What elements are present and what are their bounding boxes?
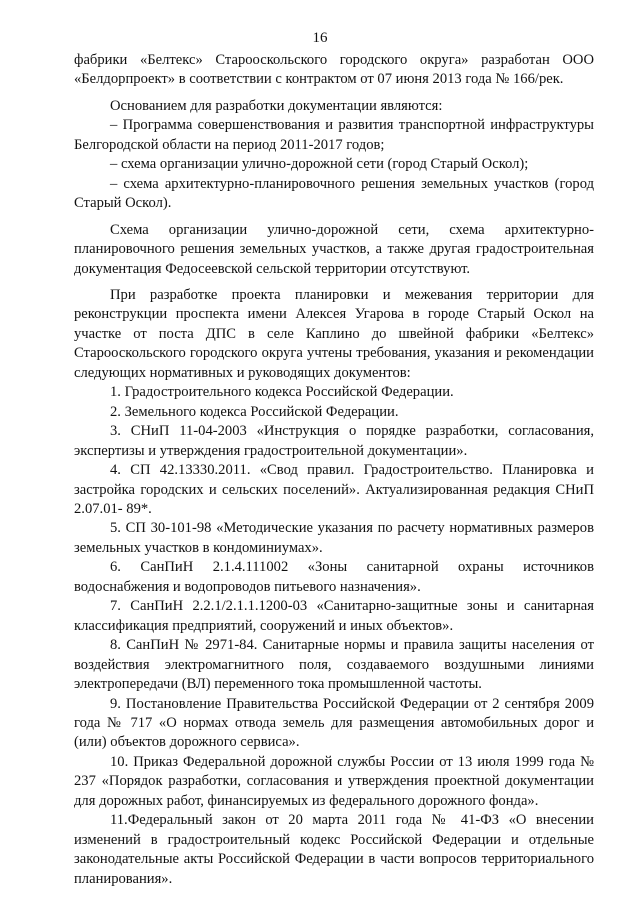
document-item: 5. СП 30-101-98 «Методические указания по расчету нормативных размеров земельных участков в кондоминиумах». bbox=[74, 520, 594, 556]
page-number: 16 bbox=[312, 30, 328, 46]
document-item: 8. СанПиН № 2971-84. Санитарные нормы и правила защиты населения от воздействия электромагнитного поля, создаваемого воздушными линиями электропередачи (ВЛ) переменного тока промышленной частоты. bbox=[74, 637, 594, 693]
document-item: 4. СП 42.13330.2011. «Свод правил. Градостроительство. Планировка и застройка городских и сельских поселений». Актуализированная редакция СНиП 2.07.01- 89*. bbox=[74, 462, 594, 517]
document-item: 3. СНиП 11-04-2003 «Инструкция о порядке разработки, согласования, экспертизы и утверждения градостроительной документации». bbox=[74, 423, 594, 459]
document-item: 1. Градостроительного кодекса Российской Федерации. bbox=[110, 384, 454, 401]
document-item: 9. Постановление Правительства Российской Федерации от 2 сентября 2009 года № 717 «О нормах отвода земель для размещения автомобильных дорог и (или) объектов дорожного сервиса». bbox=[74, 695, 594, 751]
basis-item-program: – Программа совершенствования и развития транспортной инфраструктуры Белгородской области на период 2011-2017 годов; bbox=[74, 117, 594, 153]
document-item: 6. СанПиН 2.1.4.111002 «Зоны санитарной охраны источников водоснабжения и водопроводов питьевого назначения». bbox=[74, 559, 594, 595]
basis-item-street-scheme: – схема организации улично-дорожной сети (город Старый Оскол); bbox=[110, 156, 529, 173]
document-item: 10. Приказ Федеральной дорожной службы России от 13 июля 1999 года № 237 «Порядок разработки, согласования и утверждения проектной документации для дорожных работ, финансируемых из федерального дорожного фонда». bbox=[74, 753, 594, 809]
basis-item-land-scheme: – схема архитектурно-планировочного решения земельных участков (город Старый Оскол). bbox=[74, 175, 594, 212]
document-item: 11.Федеральный закон от 20 марта 2011 года № 41-ФЗ «О внесении изменений в градостроительный кодекс Российской Федерации и отдельные законодательные акты Российской Федерации в части вопросов территориального планирования». bbox=[74, 812, 594, 887]
document-item: 7. СанПиН 2.2.1/2.1.1.1200-03 «Санитарно-защитные зоны и санитарная классификация предприятий, сооружений и иных объектов». bbox=[74, 598, 594, 634]
document-item: 2. Земельного кодекса Российской Федерации. bbox=[110, 403, 399, 420]
paragraph-requirements: При разработке проекта планировки и межевания территории для реконструкции проспекта имени Алексея Угарова в городе Старый Оскол на участке от поста ДПС в селе Каплино до швейной фабрики «Белтекс» Старооскольского городского округа учтены требования, указания и рекомендации следующих нормативных и руководящих документов: bbox=[74, 286, 594, 381]
paragraph-missing-docs: Схема организации улично-дорожной сети, схема архитектурно-планировочного решения земельных участков, а также другая градостроительная документация Федосеевской сельской территории отсутствуют. bbox=[74, 221, 594, 277]
paragraph-basis-heading: Основанием для разработки документации являются: bbox=[110, 97, 443, 114]
paragraph-project-intro: фабрики «Белтекс» Старооскольского городского округа» разработан ООО «Белдорпроект» в соответствии с контрактом от 07 июня 2013 года № 166/рек. bbox=[74, 52, 594, 88]
document-body bbox=[74, 51, 594, 889]
